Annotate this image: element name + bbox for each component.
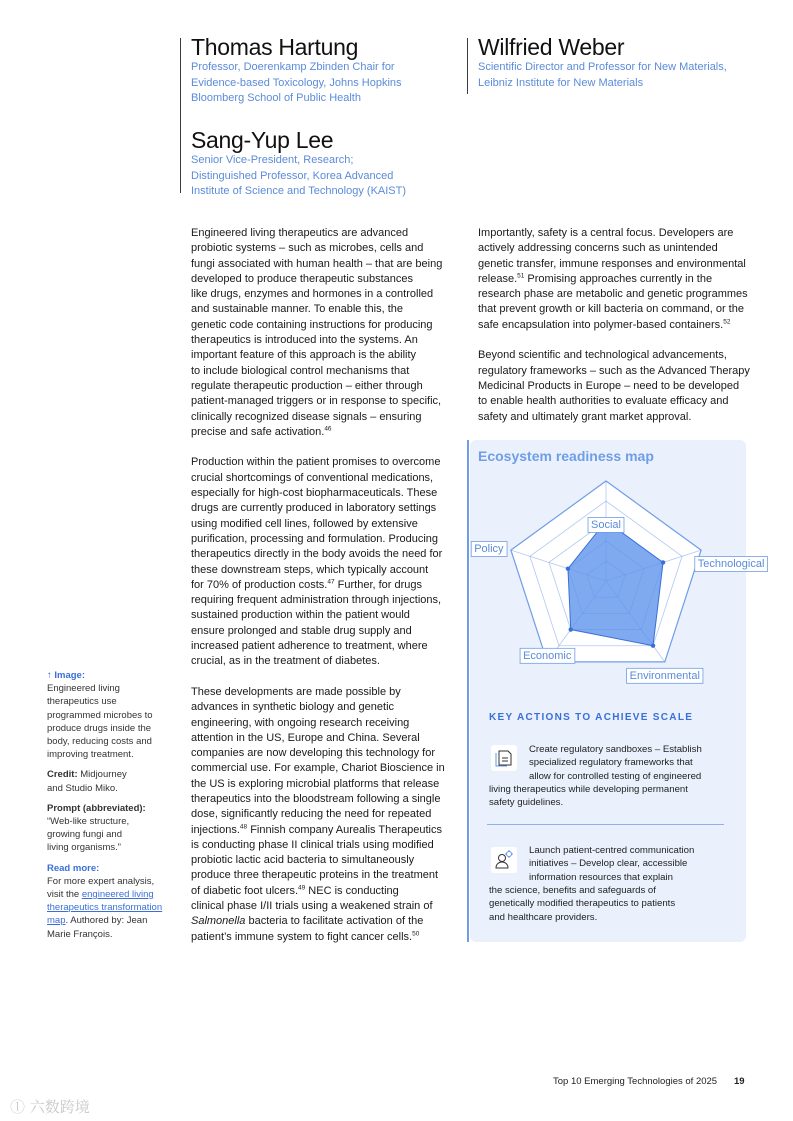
- radar-point: [569, 627, 573, 631]
- paragraph-text: These developments are made possible by advances in synthetic biology and genetic engineering, with ongoing research receiving attention in the US, Europe and China. Several companies are now developing this technology for commercial use. For example, Chariot Bioscience in the US is exploring microbial platforms that release therapeutics into the bloodstream following a single dose, significantly reducing the need for repeated injections.: [191, 685, 445, 836]
- radar-axis-label: [588, 517, 624, 532]
- radar-axis-label-text: Social: [591, 518, 621, 531]
- credit-text: Midjourney and Studio Miko.: [47, 769, 127, 794]
- author-title-line: Institute of Science and Technology (KAIST): [191, 185, 407, 197]
- footnote-ref: 48: [239, 822, 248, 830]
- panel-accent-bar: [467, 440, 469, 942]
- paragraph-text: Production within the patient promises to overcome crucial shortcomings of conventional medications, especially for high-cost biopharmaceuticals. These drugs are currently produced in laboratory settings using modified cell lines, followed by extensive purification, processing and formulation. Producing therapeutics directly in the body avoids the need for these downstream steps, which typically account for 70% of production costs.: [191, 456, 443, 591]
- radar-axis-label: [520, 648, 575, 663]
- author-block-lee: [191, 127, 461, 200]
- radar-point: [566, 566, 570, 570]
- author-block-weber: [478, 34, 768, 91]
- paragraph-text: bacteria to facilitate activation of the patient’s immune system to fight cancer cells.: [191, 915, 424, 943]
- paragraph-text: Promising approaches currently in the research phase are metabolic and genetic programmes that prevent growth or kill bacteria on command, or the safe encapsulation into polymer-based containers.: [478, 272, 748, 331]
- panel-title: Ecosystem readiness map: [478, 448, 654, 464]
- radar-axis-label-text: Technological: [697, 558, 765, 571]
- watermark: [10, 1096, 90, 1117]
- ecosystem-radar-chart: [470, 470, 765, 690]
- paragraph-text: Further, for drugs requiring frequent administration through injections, sustained production within the patient would ensure prolonged and stable drug supply and increased patient adherence to treatment, where crucial, as in the treatment of diabetes.: [191, 578, 442, 668]
- author-title-line: Leibniz Institute for New Materials: [478, 76, 644, 89]
- document-icon: [491, 745, 517, 771]
- author-name: Wilfried Weber: [478, 34, 625, 60]
- paragraph-text: Engineered living therapeutics are advanced probiotic systems – such as microbes, cells and fungi associated with human health – that are being developed to produce therapeutic substances like drugs, enzymes and hormones in a controlled and sustainable manner. To enable this, the genetic code containing instructions for producing therapeutics is introduced into the systems. An important feature of this approach is the ability to include biological control mechanisms that regulate therapeutic production – either through patient-managed triggers or in response to specific, clinically recognized disease signals – ensuring precise and safe activation.: [191, 227, 443, 438]
- paragraph: [191, 226, 461, 440]
- author-title-line: Professor, Doerenkamp Zbinden Chair for: [191, 61, 395, 73]
- radar-axis-label-text: Environmental: [629, 669, 700, 682]
- paragraph-text: NEC is conducting clinical phase I/II trials using a weakened strain of: [191, 884, 433, 913]
- author-title-line: Distinguished Professor, Korea Advanced: [191, 169, 394, 182]
- footnote-ref: 50: [412, 930, 420, 937]
- radar-axis-label: [471, 542, 507, 557]
- author-title-line: Senior Vice-President, Research;: [191, 154, 354, 166]
- paragraph: [191, 685, 461, 945]
- footnote-ref: 52: [723, 318, 731, 326]
- credit-label: Credit:: [47, 769, 78, 781]
- radar-axis-label-text: Economic: [523, 649, 572, 662]
- watermark-logo-icon: ⓛ: [10, 1098, 26, 1116]
- person-gear-icon: [491, 847, 517, 873]
- page-number: 19: [734, 1076, 745, 1087]
- image-caption: [47, 669, 175, 761]
- paragraph: [478, 226, 753, 333]
- action-1-text-bottom: living therapeutics while developing permanent safety guidelines.: [489, 784, 688, 809]
- action-2-text-top: Launch patient-centred communication initiatives – Develop clear, accessible information resources that explain: [529, 845, 695, 883]
- read-more-text: For more expert analysis, visit the: [47, 875, 155, 901]
- author-block-hartung: [191, 34, 461, 107]
- footer-title: Top 10 Emerging Technologies of 2025: [553, 1076, 718, 1087]
- body-column-right: [478, 226, 753, 440]
- prompt-text: “Web-like structure, growing fungi and living organisms.”: [47, 816, 130, 854]
- key-actions-heading: KEY ACTIONS TO ACHIEVE SCALE: [489, 712, 694, 723]
- paragraph-text: Importantly, safety is a central focus. Developers are actively addressing concerns such as unintended genetic transfer, immune responses and environmental release.: [478, 227, 746, 285]
- radar-axis-label: [627, 668, 703, 683]
- author-rule-left: [180, 38, 181, 193]
- actions-divider: [487, 824, 724, 825]
- author-name: Sang-Yup Lee: [191, 127, 334, 153]
- author-rule-right: [467, 38, 468, 94]
- footnote-ref: 46: [324, 425, 332, 433]
- italic-term: Salmonella: [191, 915, 246, 928]
- read-more-tail: . Authored by: Jean Marie François.: [47, 915, 148, 940]
- body-column-left: [191, 226, 461, 960]
- image-description: Engineered living therapeutics use programmed microbes to produce drugs inside the body, reducing costs and improving treatment.: [47, 683, 153, 761]
- prompt-label: Prompt (abbreviated):: [47, 802, 146, 814]
- radar-axis-label-text: Policy: [474, 543, 504, 556]
- radar-point: [661, 560, 665, 564]
- author-title-line: Evidence-based Toxicology, Johns Hopkins: [191, 76, 402, 89]
- author-title-line: Bloomberg School of Public Health: [191, 92, 361, 104]
- prompt: [47, 802, 175, 855]
- image-heading: ↑ Image:: [47, 670, 86, 681]
- author-name: Thomas Hartung: [191, 34, 359, 60]
- action-2-text-bottom: the science, benefits and safeguards of genetically modified therapeutics to patients and healthcare providers.: [489, 885, 676, 923]
- read-more: [47, 862, 175, 941]
- transformation-map-link[interactable]: engineered living therapeutics transformation map: [47, 889, 163, 927]
- footnote-ref: 51: [517, 272, 525, 280]
- action-1-text-top: Create regulatory sandboxes – Establish specialized regulatory frameworks that allow for controlled testing of engineered: [529, 744, 702, 782]
- paragraph: [191, 455, 461, 669]
- paragraph: Beyond scientific and technological advancements, regulatory frameworks – such as the Advanced Therapy Medicinal Products in Europe – need to be developed to enable health authorities to evaluate efficacy and safety and ultimately grant market approval.: [478, 349, 750, 423]
- author-title-line: Scientific Director and Professor for New Materials,: [478, 61, 727, 73]
- footnote-ref: 47: [327, 578, 335, 586]
- read-more-heading: Read more:: [47, 862, 100, 874]
- footnote-ref: 49: [298, 884, 306, 892]
- radar-point: [651, 644, 655, 648]
- credit: [47, 768, 175, 794]
- watermark-text: 六数跨境: [29, 1098, 90, 1116]
- image-sidebar: [47, 669, 175, 948]
- paragraph-text: Finnish company Aurealis Therapeutics is conducting phase II clinical trials using modified probiotic lactic acid bacteria to simultaneously produce three therapeutic proteins in the treatment of diabetic foot ulcers.: [191, 823, 442, 897]
- radar-axis-label: [695, 557, 768, 572]
